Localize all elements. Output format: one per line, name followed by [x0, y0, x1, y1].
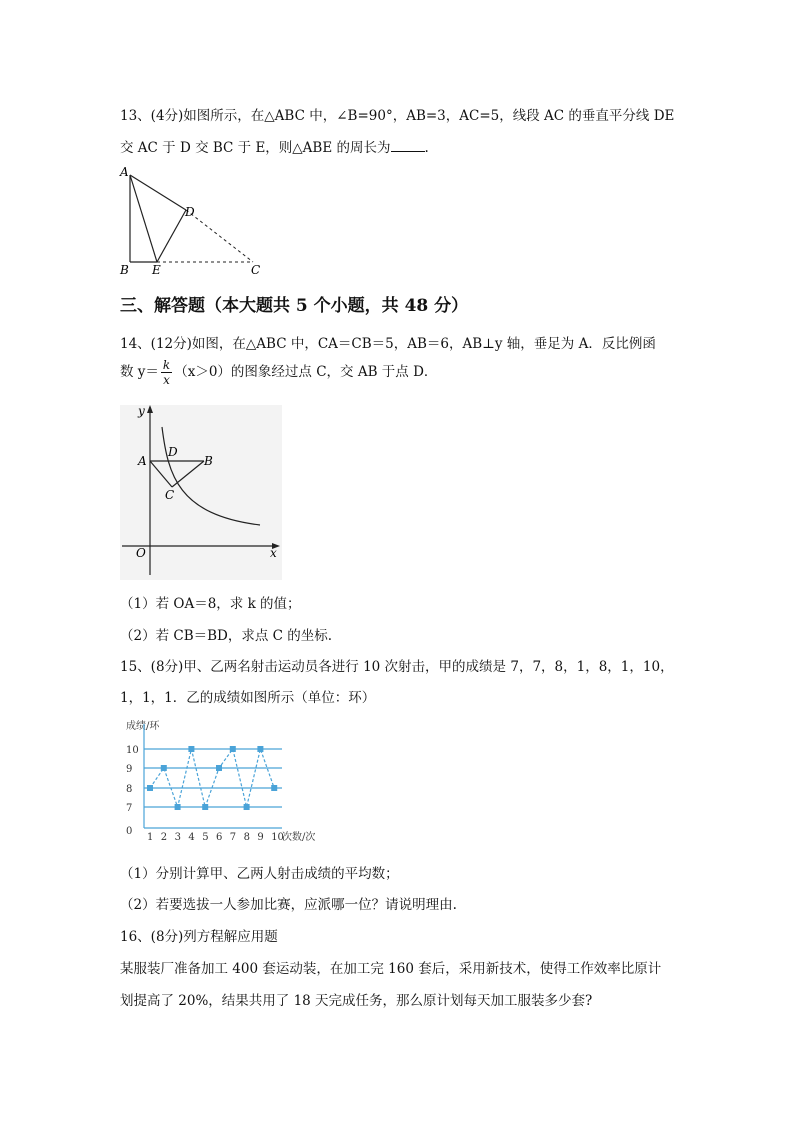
chart-xtick-label: 5 — [202, 832, 209, 843]
label-O: O — [136, 546, 146, 560]
label-E: E — [152, 263, 161, 277]
q14-line2-text: 数 y＝ — [120, 364, 159, 380]
q15-line1: 15、(8分)甲、乙两名射击运动员各进行 10 次射击，甲的成绩是 7，7，8，1，8，1，10， — [120, 659, 674, 675]
fraction-k-over-x — [161, 358, 172, 387]
chart-xtick-label: 4 — [188, 832, 195, 843]
chart-ytick-label: 7 — [126, 803, 133, 814]
q13-line2 — [120, 136, 429, 156]
chart-xtick-label: 2 — [160, 832, 168, 843]
chart-ytick-label: 10 — [126, 745, 139, 756]
label-x: x — [270, 546, 277, 560]
q13-triangle-figure — [115, 160, 275, 280]
q16-line3: 划提高了 20%，结果共用了 18 天完成任务，那么原计划每天加工服装多少套? — [120, 993, 593, 1009]
q14-sub1: （1）若 OA＝8，求 k 的值； — [120, 596, 301, 612]
label-C: C — [165, 488, 175, 502]
label-D: D — [185, 205, 195, 219]
chart-data-point — [257, 746, 263, 752]
chart-xlabel: 次数/次 — [282, 832, 316, 843]
label-A: A — [120, 165, 129, 179]
label-y: y — [138, 404, 145, 418]
label-D: D — [168, 445, 178, 459]
q14-sub2: （2）若 CB＝BD，求点 C 的坐标. — [120, 628, 333, 644]
label-B: B — [120, 263, 129, 277]
q14-graph-figure — [120, 405, 285, 580]
chart-xtick-label: 10 — [271, 832, 284, 843]
chart-data-point — [216, 765, 222, 771]
q13-line1: 13、(4分)如图所示，在△ABC 中，∠B=90°，AB=3，AC=5，线段 AC 的垂直平分线 DE — [120, 108, 675, 124]
label-C: C — [251, 263, 261, 277]
chart-series-line — [150, 749, 274, 807]
section-heading: 三、解答题（本大题共 5 个小题，共 48 分） — [120, 296, 469, 316]
chart-xtick-label: 1 — [147, 832, 154, 843]
chart-data-point — [271, 785, 277, 791]
label-B: B — [204, 454, 213, 468]
chart-ylabel: 成绩/环 — [126, 721, 160, 732]
chart-data-point — [147, 785, 153, 791]
fraction-numerator: k — [162, 358, 171, 372]
score-line-chart — [120, 716, 320, 846]
chart-data-point — [230, 746, 236, 752]
q16-line2: 某服装厂准备加工 400 套运动装，在加工完 160 套后，采用新技术，使得工作效率比原计 — [120, 961, 662, 977]
chart-data-point — [175, 804, 181, 810]
chart-data-point — [161, 765, 167, 771]
q15-sub1: （1）分别计算甲、乙两人射击成绩的平均数； — [120, 866, 399, 882]
chart-ytick-label: 8 — [126, 784, 133, 795]
chart-xtick-label: 3 — [174, 832, 181, 843]
chart-data-point — [244, 804, 250, 810]
chart-xtick-label: 9 — [257, 832, 264, 843]
q14-line2-end: （x＞0）的图象经过点 C，交 AB 于点 D． — [174, 364, 438, 380]
q15-line2: 1，1，1．乙的成绩如图所示（单位：环） — [120, 690, 376, 706]
chart-ytick-label: 9 — [126, 764, 133, 775]
q14-line1: 14、(12分)如图，在△ABC 中，CA＝CB＝5，AB＝6，AB⊥y 轴，垂足为 A．反比例函 — [120, 336, 656, 352]
answer-blank — [391, 139, 425, 152]
chart-xtick-label: 6 — [216, 832, 223, 843]
chart-xtick-label: 7 — [229, 832, 237, 843]
fraction-denominator: x — [163, 373, 170, 387]
q14-line2 — [120, 358, 437, 387]
chart-ytick-label: 0 — [126, 826, 133, 837]
chart-data-point — [188, 746, 194, 752]
q15-sub2: （2）若要选拔一人参加比赛，应派哪一位？请说明理由. — [120, 897, 457, 913]
q13-line2-text: 交 AC 于 D 交 BC 于 E，则△ABE 的周长为 — [120, 140, 391, 156]
chart-data-point — [202, 804, 208, 810]
q13-line2-end: . — [424, 140, 429, 156]
label-A: A — [138, 454, 147, 468]
q16-line1: 16、(8分)列方程解应用题 — [120, 929, 278, 945]
chart-xtick-label: 8 — [243, 832, 250, 843]
